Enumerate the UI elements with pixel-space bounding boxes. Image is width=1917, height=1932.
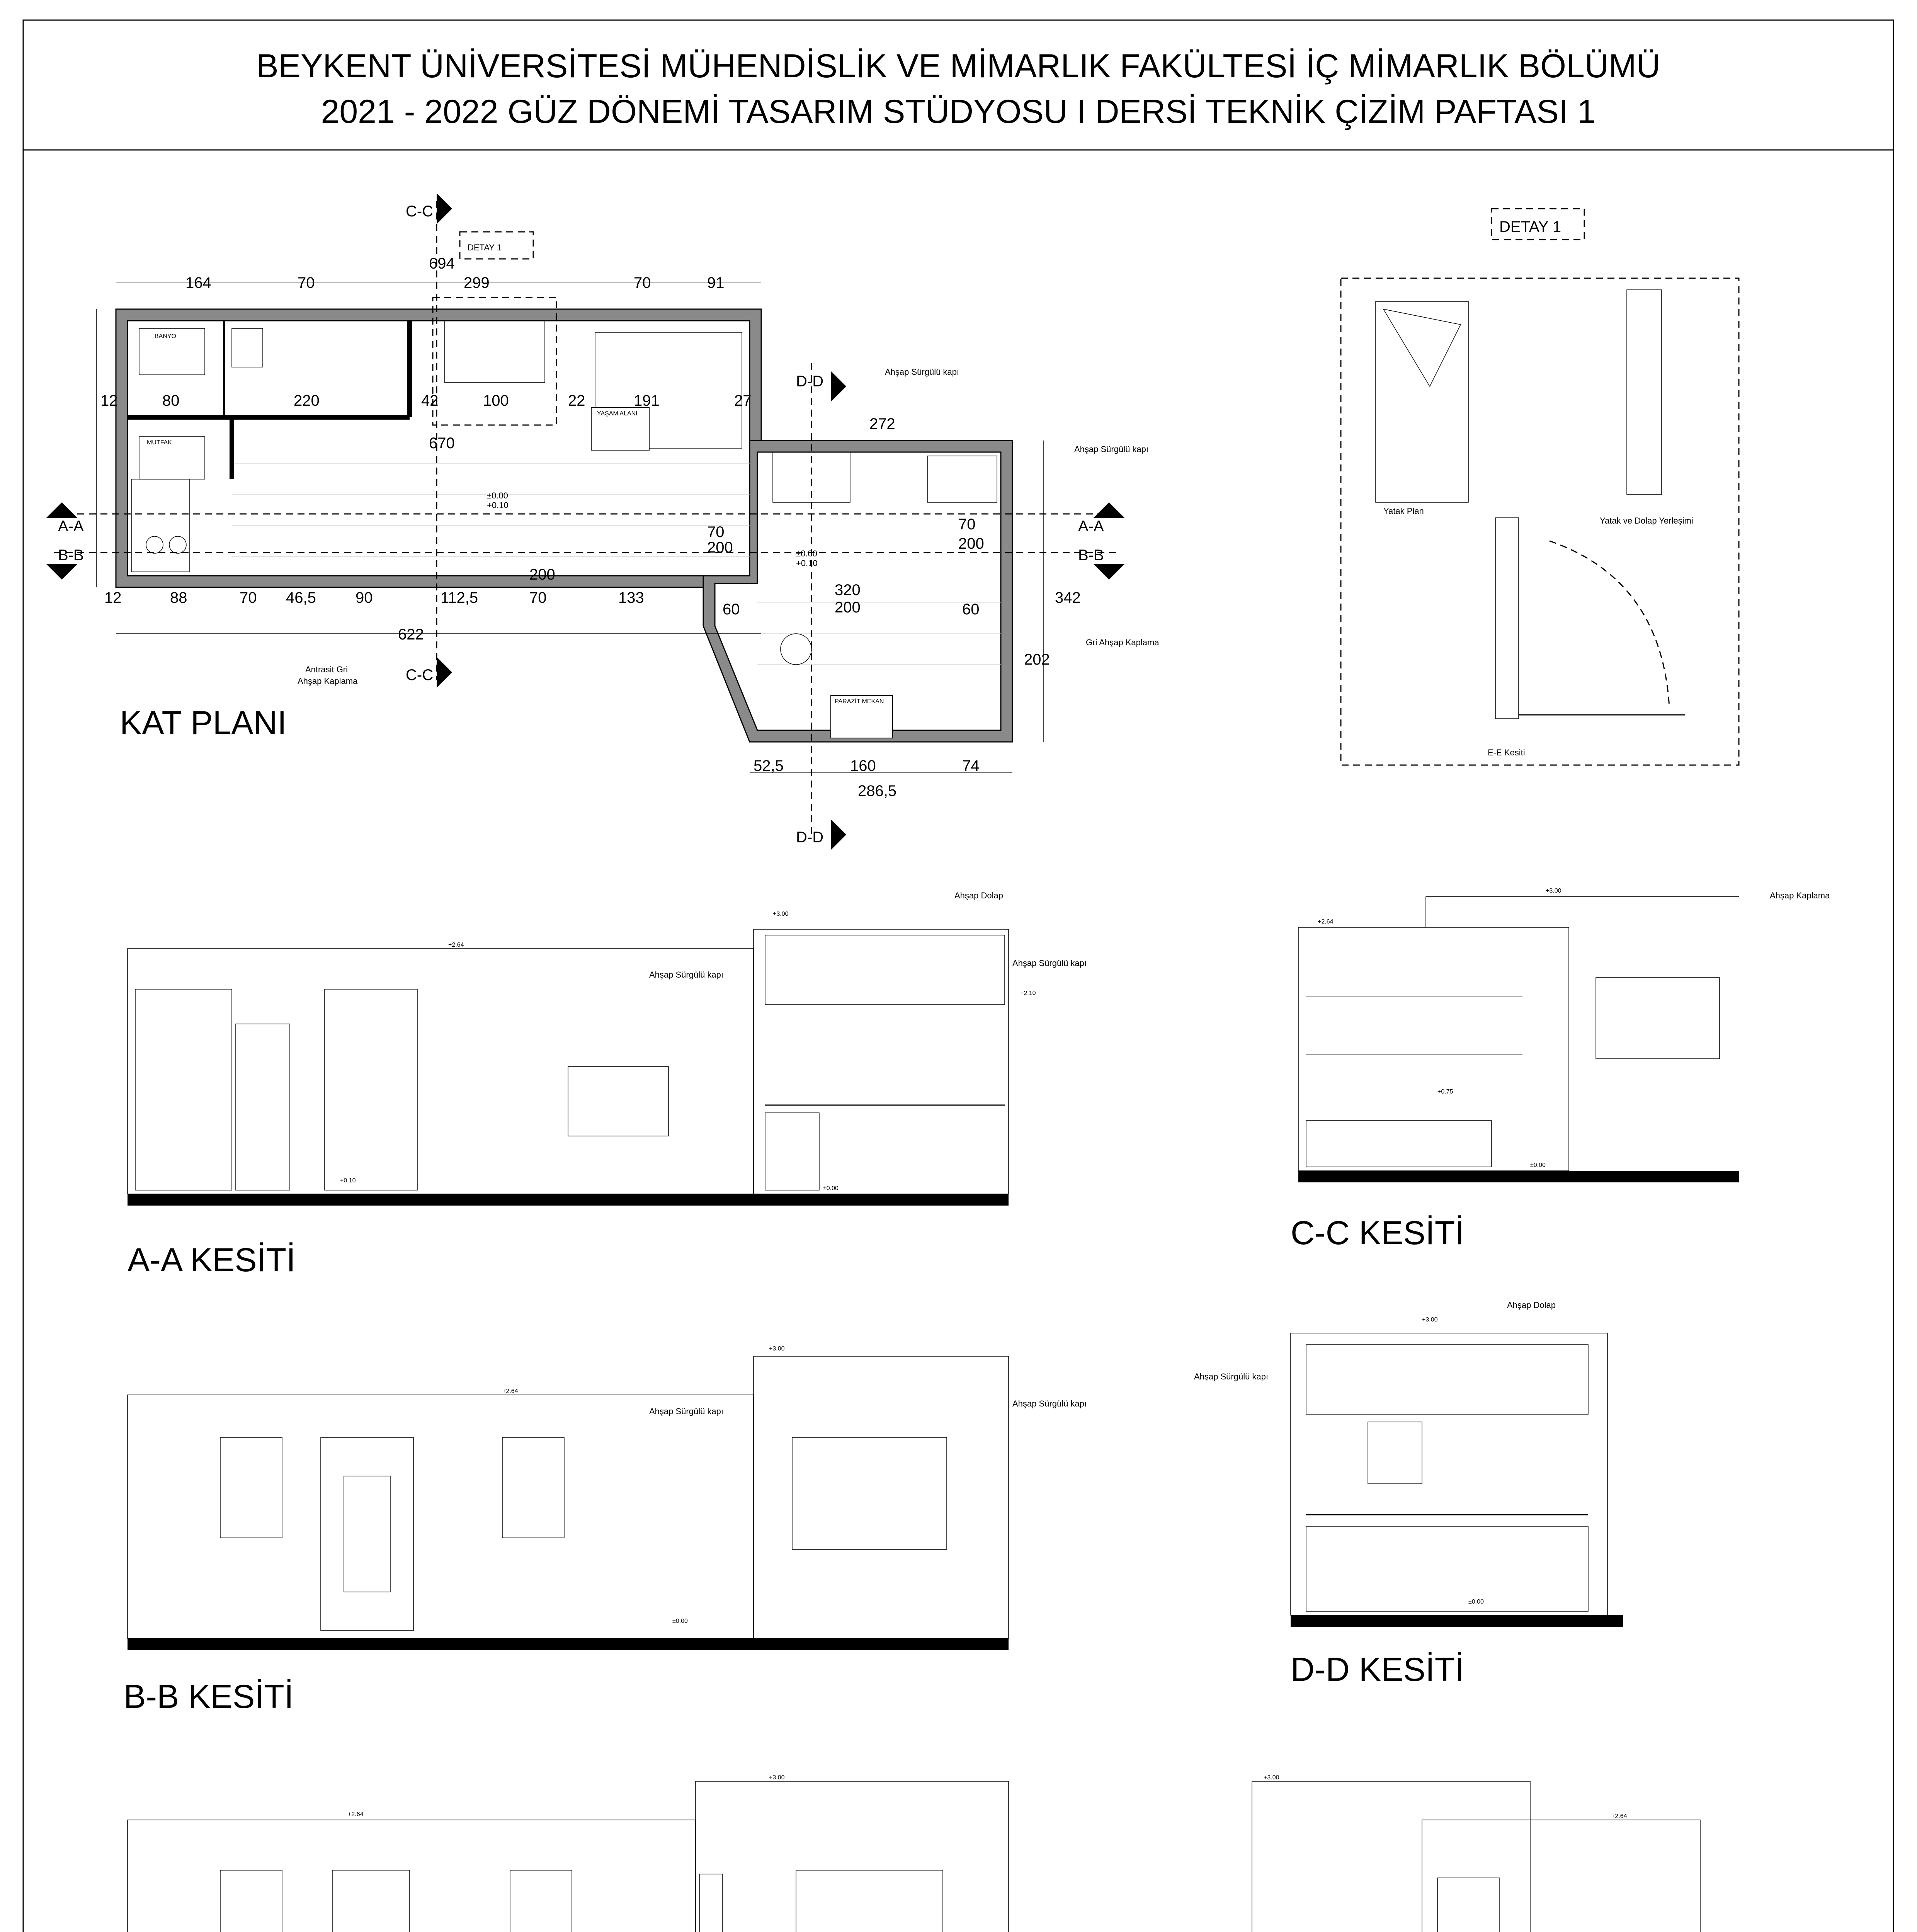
plan-level: +0.10 xyxy=(796,558,818,568)
room-label-parasite: PARAZİT MEKAN xyxy=(835,698,884,705)
right-level: +2.64 xyxy=(1611,1813,1627,1820)
section-label-cc-top: C-C xyxy=(406,203,434,220)
plan-dim: 622 xyxy=(398,626,424,643)
aa-level: +2.64 xyxy=(448,942,464,948)
section-arrow-aa-right xyxy=(1094,502,1124,518)
plan-dim: 70 xyxy=(707,524,725,541)
dd-annotation-sliding: Ahşap Sürgülü kapı xyxy=(1194,1372,1269,1381)
right-annex-block xyxy=(1252,1781,1530,1932)
plan-dim: 27 xyxy=(734,392,752,409)
section-label-aa-right: A-A xyxy=(1078,518,1104,535)
aa-room-right xyxy=(754,929,1009,1194)
bb-annotation-sliding: Ahşap Sürgülü kapı xyxy=(1012,1399,1087,1408)
bb-door xyxy=(321,1437,413,1631)
plan-dim: 70 xyxy=(298,274,315,291)
section-arrow-cc-bottom xyxy=(437,657,452,688)
bb-window-1 xyxy=(220,1437,282,1538)
title-aa: A-A KESİTİ xyxy=(128,1242,296,1279)
plan-dim: 60 xyxy=(723,601,740,618)
yatak-dolap-label: Yatak ve Dolap Yerleşimi xyxy=(1600,516,1693,526)
section-label-cc-bottom: C-C xyxy=(406,667,434,684)
plan-dim: 202 xyxy=(1024,651,1050,668)
section-arrow-aa-left xyxy=(46,502,77,518)
floor-plan xyxy=(46,193,1159,850)
plan-dim: 70 xyxy=(240,589,257,606)
bb-level: ±0.00 xyxy=(672,1618,688,1624)
section-arrow-cc-top xyxy=(437,193,452,224)
detail-panel-tag-label: DETAY 1 xyxy=(1499,218,1561,235)
plan-dim: 160 xyxy=(850,757,876,774)
ee-kesiti-label: E-E Kesiti xyxy=(1488,748,1525,757)
bed-pillow xyxy=(1383,309,1461,386)
section-arrow-bb-left xyxy=(46,564,77,580)
plan-dim: 70 xyxy=(634,274,651,291)
cc-level: +2.64 xyxy=(1318,918,1334,925)
dd-level: +3.00 xyxy=(1422,1316,1438,1323)
plan-dim: 286,5 xyxy=(858,782,897,799)
front-level: +2.64 xyxy=(348,1811,364,1818)
plan-level: ±0.00 xyxy=(796,549,817,558)
yatak-plan-label: Yatak Plan xyxy=(1383,506,1424,516)
aa-sofa xyxy=(568,1066,668,1136)
cc-level: +0.75 xyxy=(1437,1088,1453,1095)
annotation-sliding-door: Ahşap Sürgülü kapı xyxy=(885,367,959,377)
plan-dim: 91 xyxy=(707,274,725,291)
bed-fold-arc xyxy=(1550,541,1669,707)
right-door xyxy=(1437,1878,1499,1932)
plan-dim: 100 xyxy=(483,392,509,409)
plan-dim: 299 xyxy=(464,274,490,291)
bb-room-left xyxy=(128,1395,754,1638)
plan-dim: 52,5 xyxy=(754,757,784,774)
aa-ground xyxy=(128,1194,1009,1206)
aa-door xyxy=(325,989,417,1190)
cc-annotation-cladding: Ahşap Kaplama xyxy=(1770,891,1830,900)
section-label-bb-right: B-B xyxy=(1078,547,1104,564)
plan-dim: 694 xyxy=(429,255,455,272)
section-arrow-bb-right xyxy=(1094,564,1124,580)
annotation-wood-cladding: Ahşap Kaplama xyxy=(298,676,358,686)
aa-bathroom-cabinets xyxy=(135,989,232,1190)
title-kat-plani: KAT PLANI xyxy=(120,704,287,742)
plan-level: +0.10 xyxy=(487,500,509,510)
plan-dim: 12 xyxy=(104,589,122,606)
front-door xyxy=(332,1870,410,1932)
dd-upper-cabinets xyxy=(1306,1345,1588,1414)
plan-dim: 133 xyxy=(618,589,644,606)
room-label-bathroom: BANYO xyxy=(155,333,177,340)
right-main-block xyxy=(1422,1820,1700,1932)
right-level: +3.00 xyxy=(1264,1774,1279,1781)
room-label-kitchen: MUTFAK xyxy=(147,439,172,446)
front-annex-block xyxy=(696,1781,1009,1932)
plan-dim: 70 xyxy=(529,589,547,606)
aa-fridge xyxy=(236,1024,290,1190)
section-label-dd-bottom: D-D xyxy=(796,829,824,846)
plan-dim: 22 xyxy=(568,392,585,409)
aa-annotation-sliding: Ahşap Sürgülü kapı xyxy=(1012,958,1087,968)
bb-door-panel xyxy=(344,1476,390,1592)
front-window-2 xyxy=(510,1870,572,1932)
aa-upper-cabinets xyxy=(765,935,1005,1005)
plan-level: ±0.00 xyxy=(487,491,508,500)
aa-annotation-sliding-2: Ahşap Sürgülü kapı xyxy=(649,970,724,980)
detail-1-panel xyxy=(1341,209,1739,765)
plan-dim: 12 xyxy=(100,392,118,409)
bb-annotation-sliding-2: Ahşap Sürgülü kapı xyxy=(649,1406,724,1416)
aa-level: +2.10 xyxy=(1020,990,1036,997)
section-arrow-dd-bottom xyxy=(831,819,846,850)
plan-dim: 200 xyxy=(707,539,733,556)
aa-dishwasher xyxy=(765,1113,819,1190)
section-arrow-dd-top xyxy=(831,371,846,402)
section-label-bb-left: B-B xyxy=(58,547,84,564)
wardrobe xyxy=(1627,290,1662,495)
bb-room-right xyxy=(754,1356,1009,1638)
plan-dim: 200 xyxy=(958,535,984,552)
wall-bed-section xyxy=(1495,518,1519,719)
front-window-1 xyxy=(220,1870,282,1932)
cc-sofa xyxy=(1306,1121,1492,1167)
aa-level: ±0.00 xyxy=(823,1185,839,1192)
section-cc xyxy=(1298,888,1830,1182)
room-label-living: YAŞAM ALANI xyxy=(597,410,638,417)
plan-dim: 670 xyxy=(429,435,455,452)
cc-level: +3.00 xyxy=(1546,888,1561,894)
plan-dim: 200 xyxy=(529,566,555,583)
section-bb xyxy=(128,1345,1087,1650)
front-wide-window xyxy=(796,1870,943,1932)
aa-annotation-cabinet: Ahşap Dolap xyxy=(954,891,1003,900)
header-line-1: BEYKENT ÜNİVERSİTESİ MÜHENDİSLİK VE MİMARLIK FAKÜLTESİ İÇ MİMARLIK BÖLÜMÜ xyxy=(256,48,1660,85)
title-cc: C-C KESİTİ xyxy=(1291,1214,1465,1252)
section-dd xyxy=(1194,1300,1623,1627)
plan-dim: 88 xyxy=(170,589,187,606)
title-dd: D-D KESİTİ xyxy=(1291,1651,1465,1688)
plan-dim: 112,5 xyxy=(441,589,478,606)
bb-level: +3.00 xyxy=(769,1345,785,1352)
bb-level: +2.64 xyxy=(502,1388,518,1395)
aa-level: +3.00 xyxy=(773,911,789,917)
aa-level: +0.10 xyxy=(340,1177,356,1184)
dd-lower-cabinets xyxy=(1306,1526,1588,1611)
plan-dim: 80 xyxy=(162,392,180,409)
dd-ground xyxy=(1291,1615,1623,1627)
plan-dim: 220 xyxy=(294,392,320,409)
section-label-aa-left: A-A xyxy=(58,518,84,535)
plan-dim: 46,5 xyxy=(286,589,316,606)
bb-ground xyxy=(128,1638,1009,1650)
dd-level: ±0.00 xyxy=(1468,1599,1484,1605)
plan-dim: 60 xyxy=(962,601,980,618)
cc-window xyxy=(1596,978,1720,1059)
bb-window-2 xyxy=(502,1437,564,1538)
plan-dim: 191 xyxy=(634,392,660,409)
title-bb: B-B KESİTİ xyxy=(124,1678,294,1715)
plan-dim: 164 xyxy=(185,274,211,291)
plan-dim: 90 xyxy=(356,589,373,606)
bb-shelf-unit xyxy=(792,1437,947,1549)
plan-dim: 342 xyxy=(1055,589,1081,606)
cc-ground xyxy=(1298,1171,1739,1182)
plan-dim: 200 xyxy=(835,599,861,616)
dd-room xyxy=(1291,1333,1607,1615)
cc-room xyxy=(1298,927,1569,1171)
annotation-grey-wood: Gri Ahşap Kaplama xyxy=(1086,638,1159,647)
right-elevation xyxy=(1252,1774,1700,1932)
plan-dim: 74 xyxy=(962,757,980,774)
plan-dim: 320 xyxy=(835,582,861,599)
plan-dim: 272 xyxy=(869,415,895,432)
annotation-anthracite: Antrasit Gri xyxy=(305,665,348,674)
header-line-2: 2021 - 2022 GÜZ DÖNEMİ TASARIM STÜDYOSU I DERSİ TEKNİK ÇİZİM PAFTASI 1 xyxy=(321,93,1596,130)
section-aa xyxy=(128,891,1087,1206)
front-elevation xyxy=(128,1774,1009,1932)
front-main-block xyxy=(128,1820,696,1932)
front-slat xyxy=(699,1874,723,1932)
detail-tag-label: DETAY 1 xyxy=(468,243,502,252)
annotation-sliding-door-2: Ahşap Sürgülü kapı xyxy=(1074,444,1149,454)
aa-room-left xyxy=(128,949,754,1194)
bed-plan xyxy=(1376,301,1468,502)
cc-level: ±0.00 xyxy=(1530,1162,1546,1168)
section-label-dd-top: D-D xyxy=(796,373,824,390)
plan-dim: 42 xyxy=(421,392,439,409)
front-level: +3.00 xyxy=(769,1774,785,1781)
dd-annotation-cabinet: Ahşap Dolap xyxy=(1507,1300,1556,1310)
dd-mirror xyxy=(1368,1422,1422,1484)
plan-dim: 70 xyxy=(958,516,976,533)
